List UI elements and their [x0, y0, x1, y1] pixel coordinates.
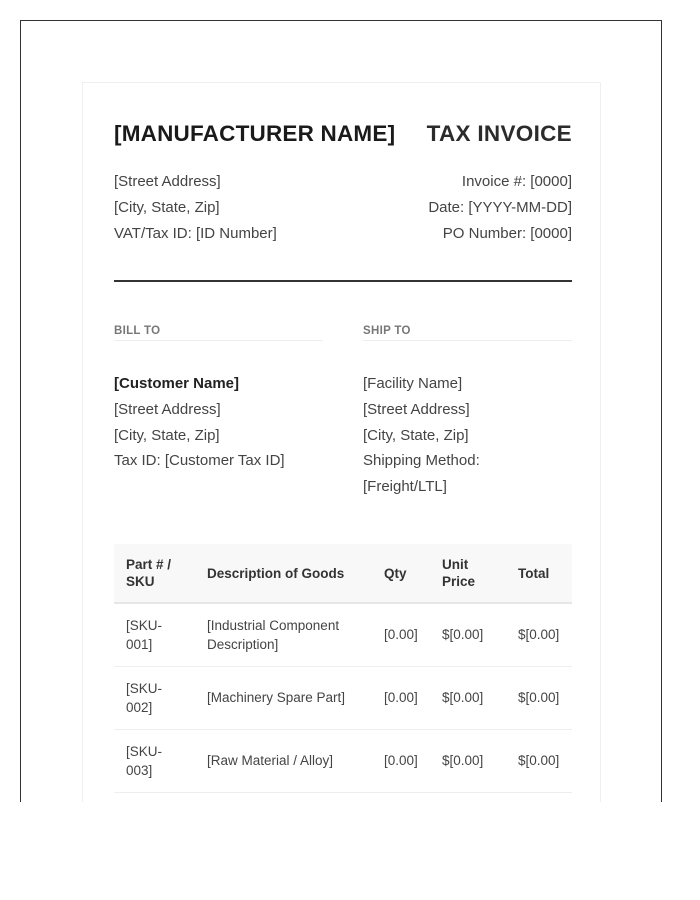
invoice-header: [114, 121, 572, 147]
invoice-info-row: [114, 169, 572, 247]
facility-city-state-zip: [City, State, Zip]: [363, 426, 469, 444]
ship-to-details: [363, 371, 572, 500]
cell-sku: [SKU- 002]: [114, 666, 195, 729]
customer-tax-id: Tax ID: [Customer Tax ID]: [114, 452, 285, 470]
invoice-number: Invoice #: [0000]: [461, 173, 572, 190]
ship-to-section: [363, 325, 572, 500]
facility-name: [Facility Name]: [363, 375, 463, 392]
document-viewport[interactable]: [20, 20, 662, 802]
company-name: [MANUFACTURER NAME]: [114, 121, 396, 146]
seller-tax-id: VAT/Tax ID: [ID Number]: [114, 225, 277, 242]
cell-description: [Machinery Spare Part]: [195, 666, 372, 729]
invoice-date: Date: [YYYY-MM-DD]: [428, 199, 572, 216]
seller-street: [Street Address]: [114, 173, 221, 190]
invoice-meta-block: [428, 169, 572, 247]
seller-address-block: [114, 169, 277, 247]
shipping-method-value: [Freight/LTL]: [363, 478, 447, 496]
table-row: [114, 729, 572, 792]
shipping-method-label: Shipping Method:: [363, 452, 480, 470]
cell-qty: [0.00]: [372, 603, 430, 666]
bill-to-section: [114, 325, 323, 474]
cell-qty: [0.00]: [372, 729, 430, 792]
invoice-sheet: [82, 82, 601, 802]
customer-city-state-zip: [City, State, Zip]: [114, 426, 220, 444]
header-total: Total: [506, 544, 572, 603]
header-description: Description of Goods: [195, 544, 372, 603]
cell-qty: [0.00]: [372, 666, 430, 729]
ship-to-heading: SHIP TO: [363, 325, 572, 341]
line-items-table: [114, 544, 572, 793]
po-number: PO Number: [0000]: [442, 225, 572, 242]
header-divider: [114, 280, 572, 282]
cell-sku: [SKU- 003]: [114, 729, 195, 792]
table-row: [114, 666, 572, 729]
cell-total: $[0.00]: [506, 603, 572, 666]
cell-sku: [SKU- 001]: [114, 603, 195, 666]
cell-unit-price: $[0.00]: [430, 729, 506, 792]
document-title: TAX INVOICE: [426, 121, 572, 146]
header-part-sku: Part # / SKU: [114, 544, 195, 603]
cell-description: [Industrial Component Description]: [195, 603, 372, 666]
header-qty: Qty: [372, 544, 430, 603]
facility-street: [Street Address]: [363, 400, 470, 418]
customer-street: [Street Address]: [114, 400, 221, 418]
table-row: [114, 603, 572, 666]
cell-total: $[0.00]: [506, 666, 572, 729]
cell-unit-price: $[0.00]: [430, 666, 506, 729]
table-header-row: [114, 544, 572, 603]
header-unit-price: Unit Price: [430, 544, 506, 603]
cell-description: [Raw Material / Alloy]: [195, 729, 372, 792]
bill-to-heading: BILL TO: [114, 325, 323, 341]
cell-total: $[0.00]: [506, 729, 572, 792]
cell-unit-price: $[0.00]: [430, 603, 506, 666]
seller-city-state-zip: [City, State, Zip]: [114, 199, 220, 216]
customer-name: [Customer Name]: [114, 375, 240, 392]
bill-to-details: [114, 371, 323, 474]
